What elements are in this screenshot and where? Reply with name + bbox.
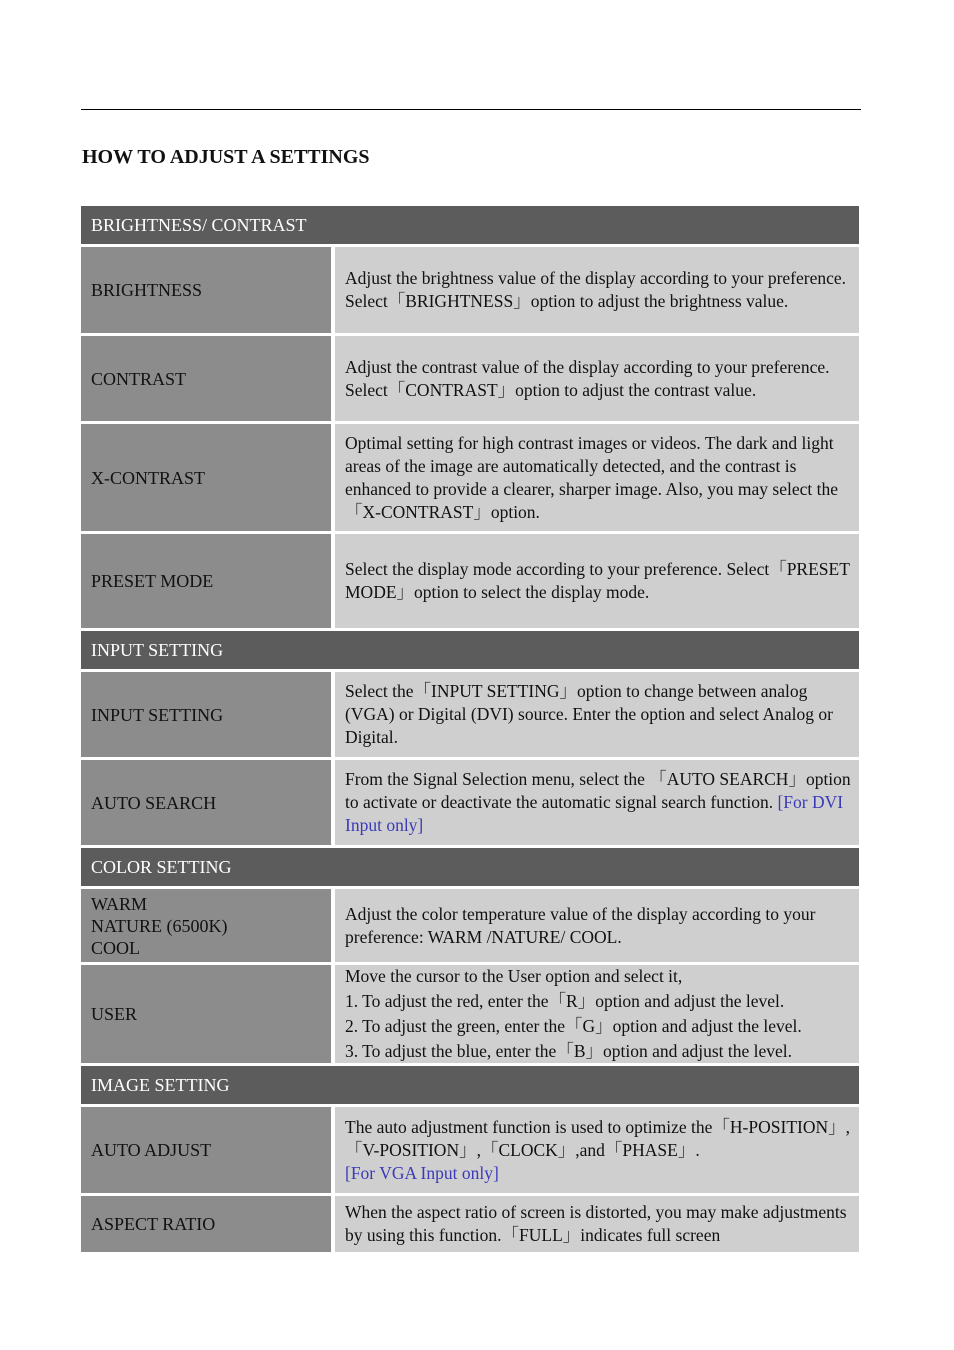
user-line: 2. To adjust the green, enter the「G」option and adjust the level. bbox=[345, 1016, 802, 1036]
row-label: INPUT SETTING bbox=[81, 672, 331, 757]
row-label: CONTRAST bbox=[81, 336, 331, 421]
table-row bbox=[81, 1196, 859, 1252]
section-header-image-setting: IMAGE SETTING bbox=[81, 1066, 859, 1104]
row-description: Select the「INPUT SETTING」option to change between analog (VGA) or Digital (DVI) source. Enter the option and select Analog or Digital. bbox=[335, 672, 859, 757]
label-nature: NATURE (6500K) bbox=[91, 915, 228, 936]
row-description: Adjust the brightness value of the display according to your preference. Select「BRIGHTNESS」option to adjust the brightness value. bbox=[335, 247, 859, 333]
table-row bbox=[81, 965, 859, 1063]
section-header-brightness-contrast: BRIGHTNESS/ CONTRAST bbox=[81, 206, 859, 244]
dvi-input-note: [For DVI Input only] bbox=[345, 792, 844, 835]
user-line: 3. To adjust the blue, enter the「B」option and adjust the level. bbox=[345, 1041, 793, 1061]
table-row bbox=[81, 424, 859, 531]
row-label: USER bbox=[81, 965, 331, 1063]
table-row bbox=[81, 760, 859, 845]
row-label bbox=[81, 889, 331, 962]
row-description bbox=[335, 965, 859, 1063]
vga-input-note: [For VGA Input only] bbox=[345, 1162, 499, 1183]
row-label: BRIGHTNESS bbox=[81, 247, 331, 333]
row-description: When the aspect ratio of screen is distorted, you may make adjustments by using this function.「FULL」indicates full screen bbox=[335, 1196, 859, 1252]
row-label: ASPECT RATIO bbox=[81, 1196, 331, 1252]
user-line: 1. To adjust the red, enter the「R」option and adjust the level. bbox=[345, 991, 785, 1011]
table-row bbox=[81, 672, 859, 757]
row-description: Adjust the color temperature value of the display according to your preference: WARM /NATURE/ COOL. bbox=[335, 889, 859, 962]
row-description: Adjust the contrast value of the display according to your preference. Select「CONTRAST」option to adjust the contrast value. bbox=[335, 336, 859, 421]
row-description bbox=[335, 1107, 859, 1193]
page-title: HOW TO ADJUST A SETTINGS bbox=[82, 146, 370, 168]
table-row bbox=[81, 247, 859, 333]
row-description bbox=[335, 760, 859, 845]
row-label: X-CONTRAST bbox=[81, 424, 331, 531]
top-rule bbox=[81, 109, 861, 110]
user-line: Move the cursor to the User option and select it, bbox=[345, 966, 683, 986]
table-row bbox=[81, 889, 859, 962]
table-row bbox=[81, 534, 859, 628]
row-label: AUTO SEARCH bbox=[81, 760, 331, 845]
settings-table bbox=[81, 206, 859, 1252]
section-header-color-setting: COLOR SETTING bbox=[81, 848, 859, 886]
label-warm: WARM bbox=[91, 893, 148, 914]
label-cool: COOL bbox=[91, 937, 140, 958]
row-label: AUTO ADJUST bbox=[81, 1107, 331, 1193]
table-row bbox=[81, 1107, 859, 1193]
row-description: Optimal setting for high contrast images or videos. The dark and light areas of the image are automatically detected, and the contrast is enhanced to provide a clearer, sharper image. Also, you may select the「X-CONTRAST」option. bbox=[335, 424, 859, 531]
row-description: Select the display mode according to your preference. Select「PRESET MODE」option to select the display mode. bbox=[335, 534, 859, 628]
description-text: The auto adjustment function is used to optimize the「H-POSITION」,「V-POSITION」,「CLOCK」,and「PHASE」. bbox=[345, 1116, 850, 1160]
row-label: PRESET MODE bbox=[81, 534, 331, 628]
section-header-input-setting: INPUT SETTING bbox=[81, 631, 859, 669]
table-row bbox=[81, 336, 859, 421]
description-text: From the Signal Selection menu, select the 「AUTO SEARCH」option to activate or deactivate the automatic signal search function. bbox=[345, 769, 851, 812]
